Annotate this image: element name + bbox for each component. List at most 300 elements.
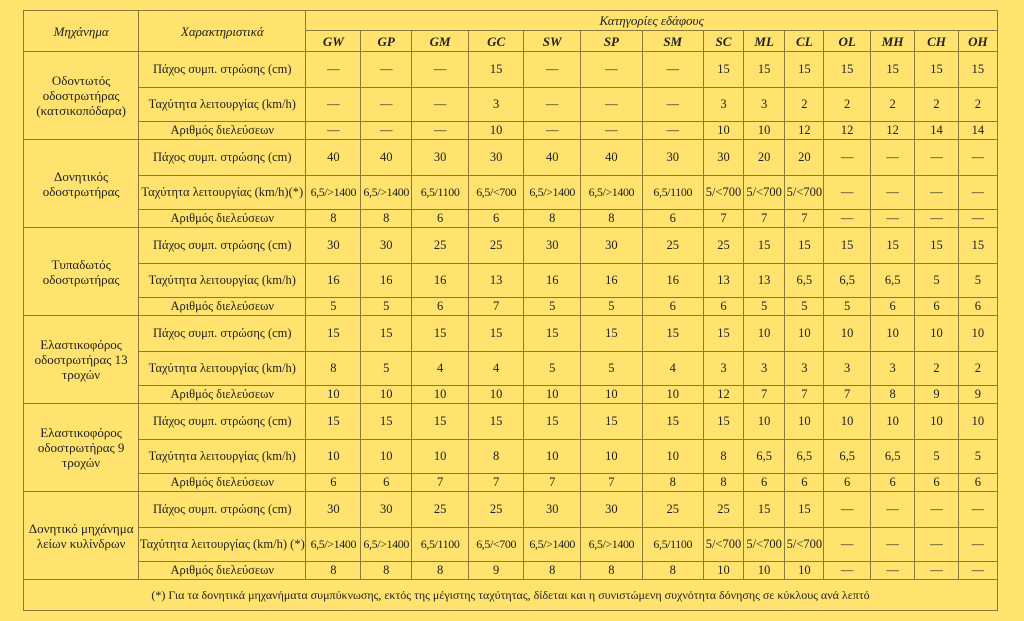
value-cell: 30: [524, 228, 581, 264]
value-cell: 10: [524, 440, 581, 474]
value-cell: —: [870, 492, 914, 528]
value-cell: 8: [581, 562, 642, 580]
value-cell: —: [524, 52, 581, 88]
value-cell: 15: [958, 52, 997, 88]
value-cell: 8: [412, 562, 469, 580]
value-cell: 10: [870, 316, 914, 352]
value-cell: —: [958, 210, 997, 228]
value-cell: 15: [785, 228, 824, 264]
value-cell: 5: [524, 352, 581, 386]
table-row: [24, 210, 998, 228]
characteristic-label: Πάχος συμπ. στρώσης (cm): [139, 228, 306, 264]
value-cell: —: [870, 562, 914, 580]
value-cell: —: [915, 492, 958, 528]
value-cell: —: [306, 122, 361, 140]
value-cell: 15: [581, 316, 642, 352]
value-cell: 8: [361, 210, 412, 228]
characteristic-label: Αριθμός διελεύσεων: [139, 210, 306, 228]
footnote: (*) Για τα δονητικά μηχανήματα συμπύκνωσης, εκτός της μέγιστης ταχύτητας, δίδεται και η συνιστώμενη συχνότητα δόνησης σε κύκλους ανά λεπτό: [24, 580, 998, 611]
value-cell: 6: [915, 474, 958, 492]
table-row: [24, 528, 998, 562]
value-cell: 5/<700: [744, 176, 785, 210]
soil-header-ol: OL: [824, 31, 871, 52]
value-cell: —: [642, 122, 703, 140]
table-row: [24, 140, 998, 176]
value-cell: 10: [958, 404, 997, 440]
value-cell: 25: [642, 492, 703, 528]
table-row: [24, 176, 998, 210]
value-cell: 20: [785, 140, 824, 176]
value-cell: 4: [469, 352, 524, 386]
value-cell: 7: [412, 474, 469, 492]
value-cell: 6,5/>1400: [306, 176, 361, 210]
value-cell: 6: [915, 298, 958, 316]
value-cell: 7: [703, 210, 743, 228]
value-cell: —: [958, 562, 997, 580]
table-row: [24, 440, 998, 474]
value-cell: 10: [469, 386, 524, 404]
characteristic-label: Αριθμός διελεύσεων: [139, 474, 306, 492]
value-cell: 8: [703, 474, 743, 492]
value-cell: 15: [744, 492, 785, 528]
value-cell: 7: [744, 210, 785, 228]
value-cell: 30: [524, 492, 581, 528]
value-cell: 7: [744, 386, 785, 404]
value-cell: 7: [785, 386, 824, 404]
value-cell: —: [915, 140, 958, 176]
value-cell: 6: [703, 298, 743, 316]
value-cell: 3: [824, 352, 871, 386]
value-cell: 6,5/>1400: [361, 176, 412, 210]
characteristic-label: Ταχύτητα λειτουργίας (km/h): [139, 440, 306, 474]
value-cell: 15: [870, 52, 914, 88]
value-cell: 10: [824, 316, 871, 352]
value-cell: —: [581, 122, 642, 140]
value-cell: 25: [412, 492, 469, 528]
value-cell: —: [915, 562, 958, 580]
value-cell: 10: [642, 386, 703, 404]
value-cell: 10: [785, 404, 824, 440]
characteristic-label: Αριθμός διελεύσεων: [139, 122, 306, 140]
value-cell: 30: [469, 140, 524, 176]
table-row: [24, 316, 998, 352]
value-cell: 15: [703, 316, 743, 352]
table-row: [24, 88, 998, 122]
value-cell: —: [524, 88, 581, 122]
value-cell: 15: [703, 52, 743, 88]
value-cell: 5: [958, 440, 997, 474]
soil-header-sp: SP: [581, 31, 642, 52]
value-cell: 6,5/>1400: [581, 176, 642, 210]
value-cell: —: [361, 52, 412, 88]
value-cell: 5: [824, 298, 871, 316]
value-cell: 15: [306, 316, 361, 352]
value-cell: 15: [524, 404, 581, 440]
value-cell: 6,5/>1400: [524, 528, 581, 562]
soil-header-gw: GW: [306, 31, 361, 52]
value-cell: 6,5/>1400: [361, 528, 412, 562]
value-cell: 6: [642, 298, 703, 316]
value-cell: 5: [744, 298, 785, 316]
value-cell: 6: [361, 474, 412, 492]
value-cell: 9: [469, 562, 524, 580]
value-cell: 6,5: [870, 440, 914, 474]
value-cell: 6,5: [824, 440, 871, 474]
value-cell: 7: [469, 298, 524, 316]
value-cell: 10: [915, 404, 958, 440]
value-cell: 2: [870, 88, 914, 122]
value-cell: 6,5/<700: [469, 176, 524, 210]
value-cell: 6: [469, 210, 524, 228]
value-cell: 10: [744, 404, 785, 440]
value-cell: 30: [581, 228, 642, 264]
value-cell: 8: [642, 474, 703, 492]
value-cell: —: [870, 528, 914, 562]
value-cell: 30: [361, 492, 412, 528]
table-row: [24, 492, 998, 528]
table-row: [24, 52, 998, 88]
value-cell: 10: [744, 316, 785, 352]
value-cell: —: [361, 122, 412, 140]
table-row: [24, 264, 998, 298]
value-cell: 2: [915, 352, 958, 386]
table-row: [24, 386, 998, 404]
value-cell: 15: [785, 492, 824, 528]
value-cell: 10: [958, 316, 997, 352]
value-cell: 8: [524, 210, 581, 228]
value-cell: 5/<700: [744, 528, 785, 562]
value-cell: 10: [642, 440, 703, 474]
value-cell: 30: [361, 228, 412, 264]
value-cell: —: [915, 528, 958, 562]
table-row: [24, 228, 998, 264]
soil-header-gp: GP: [361, 31, 412, 52]
value-cell: 5: [958, 264, 997, 298]
value-cell: 15: [785, 52, 824, 88]
value-cell: 5: [581, 298, 642, 316]
characteristic-label: Αριθμός διελεύσεων: [139, 386, 306, 404]
soil-header-oh: OH: [958, 31, 997, 52]
value-cell: 10: [581, 386, 642, 404]
value-cell: —: [870, 210, 914, 228]
value-cell: 15: [915, 52, 958, 88]
soil-header-ml: ML: [744, 31, 785, 52]
value-cell: 10: [785, 316, 824, 352]
value-cell: —: [642, 88, 703, 122]
value-cell: 40: [361, 140, 412, 176]
value-cell: 15: [744, 52, 785, 88]
value-cell: —: [824, 492, 871, 528]
value-cell: —: [412, 122, 469, 140]
value-cell: 15: [824, 228, 871, 264]
value-cell: 15: [744, 228, 785, 264]
value-cell: 15: [412, 404, 469, 440]
value-cell: 6,5: [870, 264, 914, 298]
value-cell: 3: [703, 352, 743, 386]
value-cell: 10: [703, 122, 743, 140]
value-cell: 10: [785, 562, 824, 580]
value-cell: 10: [824, 404, 871, 440]
value-cell: 2: [958, 88, 997, 122]
value-cell: —: [824, 210, 871, 228]
soil-header-sm: SM: [642, 31, 703, 52]
value-cell: 30: [412, 140, 469, 176]
table-row: [24, 298, 998, 316]
machine-name: Δονητικό μηχάνημα λείων κυλίνδρων: [24, 492, 139, 580]
soil-header-sc: SC: [703, 31, 743, 52]
value-cell: —: [306, 88, 361, 122]
machine-name: Ελαστικοφόρος οδοστρωτήρας 9 τροχών: [24, 404, 139, 492]
value-cell: 30: [642, 140, 703, 176]
value-cell: 5: [785, 298, 824, 316]
characteristic-label: Πάχος συμπ. στρώσης (cm): [139, 492, 306, 528]
value-cell: 5/<700: [703, 176, 743, 210]
characteristic-label: Αριθμός διελεύσεων: [139, 298, 306, 316]
value-cell: 3: [469, 88, 524, 122]
value-cell: 8: [870, 386, 914, 404]
value-cell: 12: [785, 122, 824, 140]
characteristic-label: Πάχος συμπ. στρώσης (cm): [139, 52, 306, 88]
value-cell: 16: [306, 264, 361, 298]
value-cell: 6: [824, 474, 871, 492]
value-cell: 40: [306, 140, 361, 176]
value-cell: 25: [469, 228, 524, 264]
value-cell: 6,5: [744, 440, 785, 474]
value-cell: 15: [703, 404, 743, 440]
value-cell: —: [306, 52, 361, 88]
value-cell: 30: [581, 492, 642, 528]
value-cell: 2: [785, 88, 824, 122]
soil-header-sw: SW: [524, 31, 581, 52]
value-cell: 10: [915, 316, 958, 352]
machine-name: Οδοντωτός οδοστρωτήρας (κατσικοπόδαρα): [24, 52, 139, 140]
value-cell: 10: [361, 440, 412, 474]
value-cell: 6,5: [785, 440, 824, 474]
value-cell: 16: [524, 264, 581, 298]
value-cell: —: [524, 122, 581, 140]
value-cell: 6: [958, 474, 997, 492]
header-characteristics: Χαρακτηριστικά: [139, 11, 306, 52]
value-cell: —: [642, 52, 703, 88]
value-cell: 13: [744, 264, 785, 298]
value-cell: 10: [524, 386, 581, 404]
table-row: [24, 404, 998, 440]
value-cell: —: [361, 88, 412, 122]
value-cell: 8: [306, 352, 361, 386]
value-cell: 2: [915, 88, 958, 122]
value-cell: 14: [958, 122, 997, 140]
value-cell: —: [915, 210, 958, 228]
characteristic-label: Ταχύτητα λειτουργίας (km/h): [139, 264, 306, 298]
value-cell: 5: [361, 352, 412, 386]
value-cell: 16: [581, 264, 642, 298]
value-cell: 8: [703, 440, 743, 474]
header-soil-categories: Κατηγορίες εδάφους: [306, 11, 998, 31]
value-cell: 12: [870, 122, 914, 140]
characteristic-label: Ταχύτητα λειτουργίας (km/h): [139, 88, 306, 122]
value-cell: 3: [744, 352, 785, 386]
value-cell: 3: [744, 88, 785, 122]
value-cell: 4: [642, 352, 703, 386]
value-cell: 14: [915, 122, 958, 140]
characteristic-label: Πάχος συμπ. στρώσης (cm): [139, 404, 306, 440]
value-cell: 6,5/>1400: [581, 528, 642, 562]
value-cell: 15: [469, 404, 524, 440]
value-cell: —: [958, 176, 997, 210]
value-cell: 15: [915, 228, 958, 264]
value-cell: 6: [744, 474, 785, 492]
value-cell: 6,5: [824, 264, 871, 298]
value-cell: 10: [703, 562, 743, 580]
table-row: [24, 474, 998, 492]
value-cell: 8: [524, 562, 581, 580]
table-row: [24, 122, 998, 140]
value-cell: 3: [703, 88, 743, 122]
value-cell: 6: [412, 210, 469, 228]
value-cell: 5/<700: [785, 176, 824, 210]
soil-header-ch: CH: [915, 31, 958, 52]
soil-header-gc: GC: [469, 31, 524, 52]
value-cell: 12: [824, 122, 871, 140]
value-cell: 6,5/1100: [412, 528, 469, 562]
value-cell: 7: [524, 474, 581, 492]
soil-header-gm: GM: [412, 31, 469, 52]
value-cell: 13: [469, 264, 524, 298]
value-cell: 15: [524, 316, 581, 352]
value-cell: 6,5/1100: [642, 528, 703, 562]
value-cell: 5: [915, 440, 958, 474]
characteristic-label: Ταχύτητα λειτουργίας (km/h): [139, 352, 306, 386]
value-cell: —: [915, 176, 958, 210]
value-cell: 10: [306, 386, 361, 404]
value-cell: 30: [306, 492, 361, 528]
value-cell: 6,5/<700: [469, 528, 524, 562]
value-cell: 5: [306, 298, 361, 316]
value-cell: 15: [306, 404, 361, 440]
value-cell: —: [958, 140, 997, 176]
value-cell: 15: [469, 52, 524, 88]
header-machine: Μηχάνημα: [24, 11, 139, 52]
value-cell: 25: [412, 228, 469, 264]
machine-name: Ελαστικοφόρος οδοστρωτήρας 13 τροχών: [24, 316, 139, 404]
value-cell: —: [824, 528, 871, 562]
value-cell: 25: [703, 228, 743, 264]
value-cell: 4: [412, 352, 469, 386]
value-cell: 25: [642, 228, 703, 264]
value-cell: 30: [306, 228, 361, 264]
value-cell: 16: [642, 264, 703, 298]
value-cell: —: [581, 52, 642, 88]
value-cell: 10: [870, 404, 914, 440]
value-cell: 15: [581, 404, 642, 440]
machine-name: Δονητικός οδοστρωτήρας: [24, 140, 139, 228]
table-row: [24, 352, 998, 386]
value-cell: 15: [824, 52, 871, 88]
value-cell: 5/<700: [785, 528, 824, 562]
value-cell: 8: [642, 562, 703, 580]
value-cell: 6,5/1100: [642, 176, 703, 210]
compaction-table: [23, 10, 998, 611]
value-cell: 6,5/>1400: [306, 528, 361, 562]
value-cell: 5/<700: [703, 528, 743, 562]
value-cell: 9: [915, 386, 958, 404]
value-cell: —: [824, 562, 871, 580]
characteristic-label: Ταχύτητα λειτουργίας (km/h) (*): [139, 528, 306, 562]
value-cell: 6: [306, 474, 361, 492]
value-cell: 3: [870, 352, 914, 386]
value-cell: 16: [412, 264, 469, 298]
value-cell: 10: [306, 440, 361, 474]
value-cell: —: [958, 492, 997, 528]
value-cell: 10: [744, 562, 785, 580]
soil-header-mh: MH: [870, 31, 914, 52]
value-cell: 6: [958, 298, 997, 316]
value-cell: —: [870, 140, 914, 176]
value-cell: 30: [703, 140, 743, 176]
value-cell: 2: [958, 352, 997, 386]
value-cell: 5: [581, 352, 642, 386]
value-cell: 6: [870, 298, 914, 316]
value-cell: 25: [703, 492, 743, 528]
value-cell: 10: [412, 386, 469, 404]
value-cell: —: [412, 88, 469, 122]
value-cell: 10: [581, 440, 642, 474]
value-cell: 15: [958, 228, 997, 264]
value-cell: 8: [361, 562, 412, 580]
characteristic-label: Αριθμός διελεύσεων: [139, 562, 306, 580]
value-cell: 16: [361, 264, 412, 298]
value-cell: 7: [785, 210, 824, 228]
table-row: [24, 562, 998, 580]
value-cell: 2: [824, 88, 871, 122]
value-cell: 7: [581, 474, 642, 492]
value-cell: 8: [306, 562, 361, 580]
value-cell: 15: [642, 316, 703, 352]
value-cell: 5: [915, 264, 958, 298]
value-cell: —: [870, 176, 914, 210]
value-cell: 8: [469, 440, 524, 474]
soil-header-cl: CL: [785, 31, 824, 52]
value-cell: 7: [469, 474, 524, 492]
value-cell: —: [412, 52, 469, 88]
value-cell: 10: [744, 122, 785, 140]
value-cell: 40: [581, 140, 642, 176]
value-cell: 40: [524, 140, 581, 176]
value-cell: 6,5/1100: [412, 176, 469, 210]
value-cell: —: [958, 528, 997, 562]
value-cell: 8: [306, 210, 361, 228]
value-cell: 6: [642, 210, 703, 228]
value-cell: 15: [469, 316, 524, 352]
value-cell: —: [824, 140, 871, 176]
value-cell: 15: [361, 404, 412, 440]
value-cell: 5: [524, 298, 581, 316]
characteristic-label: Πάχος συμπ. στρώσης (cm): [139, 316, 306, 352]
value-cell: 20: [744, 140, 785, 176]
value-cell: 15: [870, 228, 914, 264]
characteristic-label: Πάχος συμπ. στρώσης (cm): [139, 140, 306, 176]
value-cell: 15: [412, 316, 469, 352]
value-cell: 10: [469, 122, 524, 140]
value-cell: 6: [785, 474, 824, 492]
machine-name: Τυπαδωτός οδοστρωτήρας: [24, 228, 139, 316]
value-cell: 15: [642, 404, 703, 440]
value-cell: 6: [870, 474, 914, 492]
value-cell: 6: [412, 298, 469, 316]
value-cell: 6,5/>1400: [524, 176, 581, 210]
characteristic-label: Ταχύτητα λειτουργίας (km/h)(*): [139, 176, 306, 210]
value-cell: 3: [785, 352, 824, 386]
